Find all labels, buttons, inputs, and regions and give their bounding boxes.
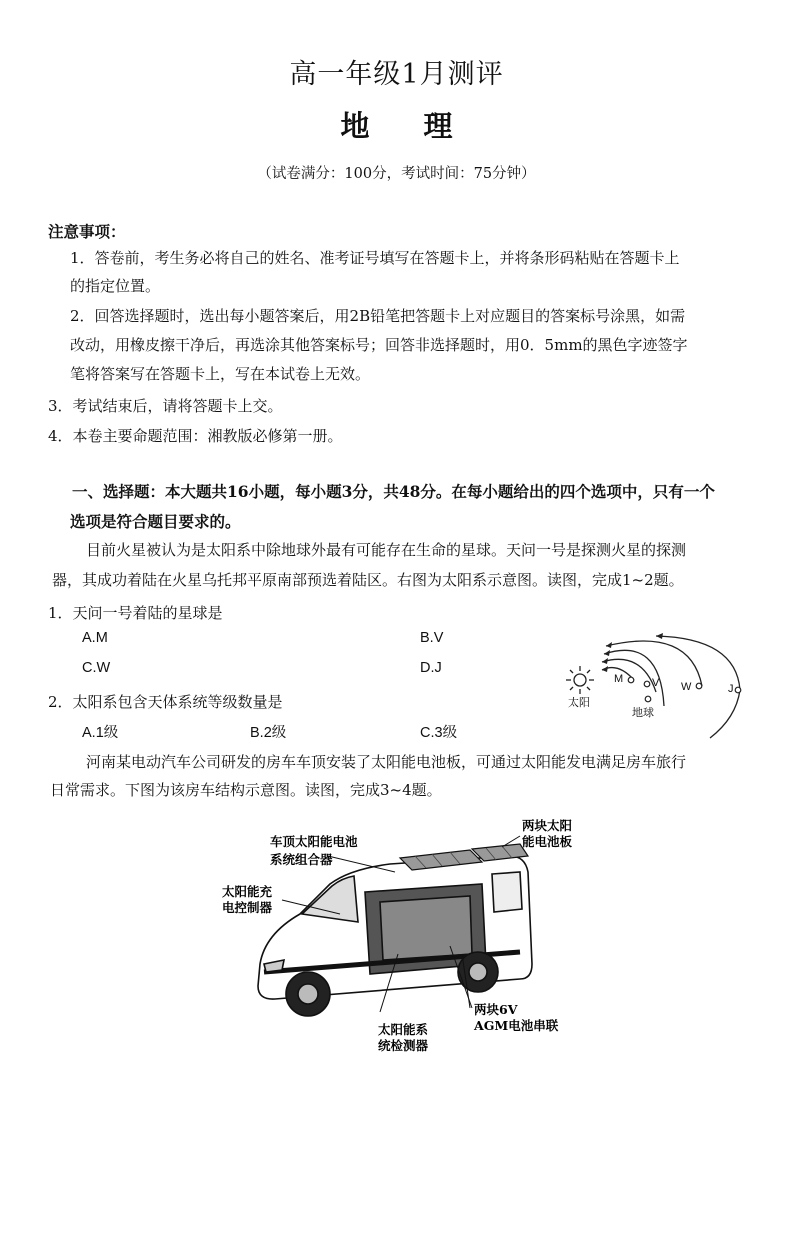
planet-v-dot bbox=[644, 681, 650, 687]
label-roof-line-2: 系统组合器 bbox=[270, 852, 333, 867]
exam-info: （试卷满分：100分，考试时间：75分钟） bbox=[257, 166, 536, 182]
planet-earth-dot bbox=[645, 696, 651, 702]
notice-item-3: 3．考试结束后，请将答题卡上交。 bbox=[48, 397, 283, 415]
label-detector-line-2: 统检测器 bbox=[378, 1038, 429, 1053]
q2-option-c-unit: 级 bbox=[442, 725, 458, 741]
arrow-icon bbox=[656, 633, 663, 639]
passage-2-line-1: 河南某电动汽车公司研发的房车车顶安装了太阳能电池板，可通过太阳能发电满足房车旅行 bbox=[86, 753, 687, 771]
q1-option-d[interactable]: D.J bbox=[420, 660, 442, 676]
label-battery-line-1: 两块6V bbox=[474, 1002, 518, 1017]
q2-option-b[interactable] bbox=[250, 721, 286, 742]
exam-title: 高一年级1月测评 bbox=[289, 59, 504, 90]
arrow-icon bbox=[606, 642, 612, 648]
subject-title: 地理 bbox=[340, 109, 507, 143]
passage-1-line-2: 器，其成功着陆在火星乌托邦平原南部预选着陆区。右图为太阳系示意图。读图，完成1~2题。 bbox=[52, 571, 684, 589]
arrow-icon bbox=[602, 658, 608, 664]
label-controller-line-2: 电控制器 bbox=[222, 900, 273, 915]
earth-label: 地球 bbox=[632, 706, 654, 719]
arrow-icon bbox=[604, 650, 610, 656]
q1-option-b[interactable]: B.V bbox=[420, 630, 444, 646]
passage-1-line-1: 目前火星被认为是太阳系中除地球外最有可能存在生命的星球。天问一号是探测火星的探测 bbox=[86, 541, 687, 559]
label-panels-line-1: 两块太阳 bbox=[522, 818, 573, 833]
label-detector-line-1: 太阳能系 bbox=[378, 1022, 429, 1037]
notice-item-2-line-1: 2．回答选择题时，选出每小题答案后，用2B铅笔把答题卡上对应题目的答案标号涂黑，如需 bbox=[70, 307, 686, 325]
planet-j-label: J bbox=[728, 683, 734, 695]
notice-item-2-line-3: 笔将答案写在答题卡上，写在本试卷上无效。 bbox=[70, 365, 371, 383]
label-roof-line-1: 车顶太阳能电池 bbox=[270, 834, 358, 849]
question-1-stem: 1．天问一号着陆的星球是 bbox=[48, 604, 223, 622]
sun-icon bbox=[566, 666, 594, 694]
passage-2-line-2: 日常需求。下图为该房车结构示意图。读图，完成3~4题。 bbox=[50, 781, 442, 799]
q2-option-b-unit: 级 bbox=[271, 725, 287, 741]
q2-option-b-num: B.2 bbox=[250, 725, 272, 741]
q1-option-a[interactable]: A.M bbox=[82, 630, 108, 646]
rv-body bbox=[258, 856, 532, 1016]
q2-option-a-num: A.1 bbox=[82, 725, 104, 741]
q2-option-c[interactable] bbox=[420, 721, 457, 742]
q1-option-c[interactable]: C.W bbox=[82, 660, 111, 676]
q2-option-c-num: C.3 bbox=[420, 725, 443, 741]
q2-option-a[interactable] bbox=[82, 721, 118, 742]
orbits bbox=[602, 636, 740, 738]
notice-heading: 注意事项： bbox=[48, 222, 126, 241]
label-controller-line-1: 太阳能充 bbox=[222, 884, 273, 899]
sun-label: 太阳 bbox=[568, 696, 590, 709]
question-2-stem: 2．太阳系包含天体系统等级数量是 bbox=[48, 693, 283, 711]
section-1-heading-line-1: 一、选择题：本大题共16小题，每小题3分，共48分。在每小题给出的四个选项中，只有一个 bbox=[72, 482, 715, 501]
label-panels-line-2: 能电池板 bbox=[522, 834, 573, 849]
planet-w-dot bbox=[696, 683, 702, 689]
planet-j-dot bbox=[735, 687, 741, 693]
planet-w-label: W bbox=[681, 681, 692, 693]
planet-m-label: M bbox=[614, 673, 624, 685]
solar-system-diagram bbox=[560, 628, 760, 746]
label-battery-line-2: AGM电池串联 bbox=[474, 1018, 559, 1033]
notice-item-2-line-2: 改动，用橡皮擦干净后，再选涂其他答案标号；回答非选择题时，用0．5mm的黑色字迹签字 bbox=[70, 336, 688, 354]
notice-item-1-line-2: 的指定位置。 bbox=[70, 277, 161, 295]
notice-item-4: 4．本卷主要命题范围：湘教版必修第一册。 bbox=[48, 427, 343, 445]
rv-structure-diagram bbox=[220, 814, 600, 1059]
planet-m-dot bbox=[628, 677, 634, 683]
planet-v-label: V bbox=[652, 677, 660, 689]
section-1-heading-line-2: 选项是符合题目要求的。 bbox=[70, 512, 241, 531]
q2-option-a-unit: 级 bbox=[103, 725, 119, 741]
notice-item-1-line-1: 1．答卷前，考生务必将自己的姓名、准考证号填写在答题卡上，并将条形码粘贴在答题卡上 bbox=[70, 249, 680, 267]
